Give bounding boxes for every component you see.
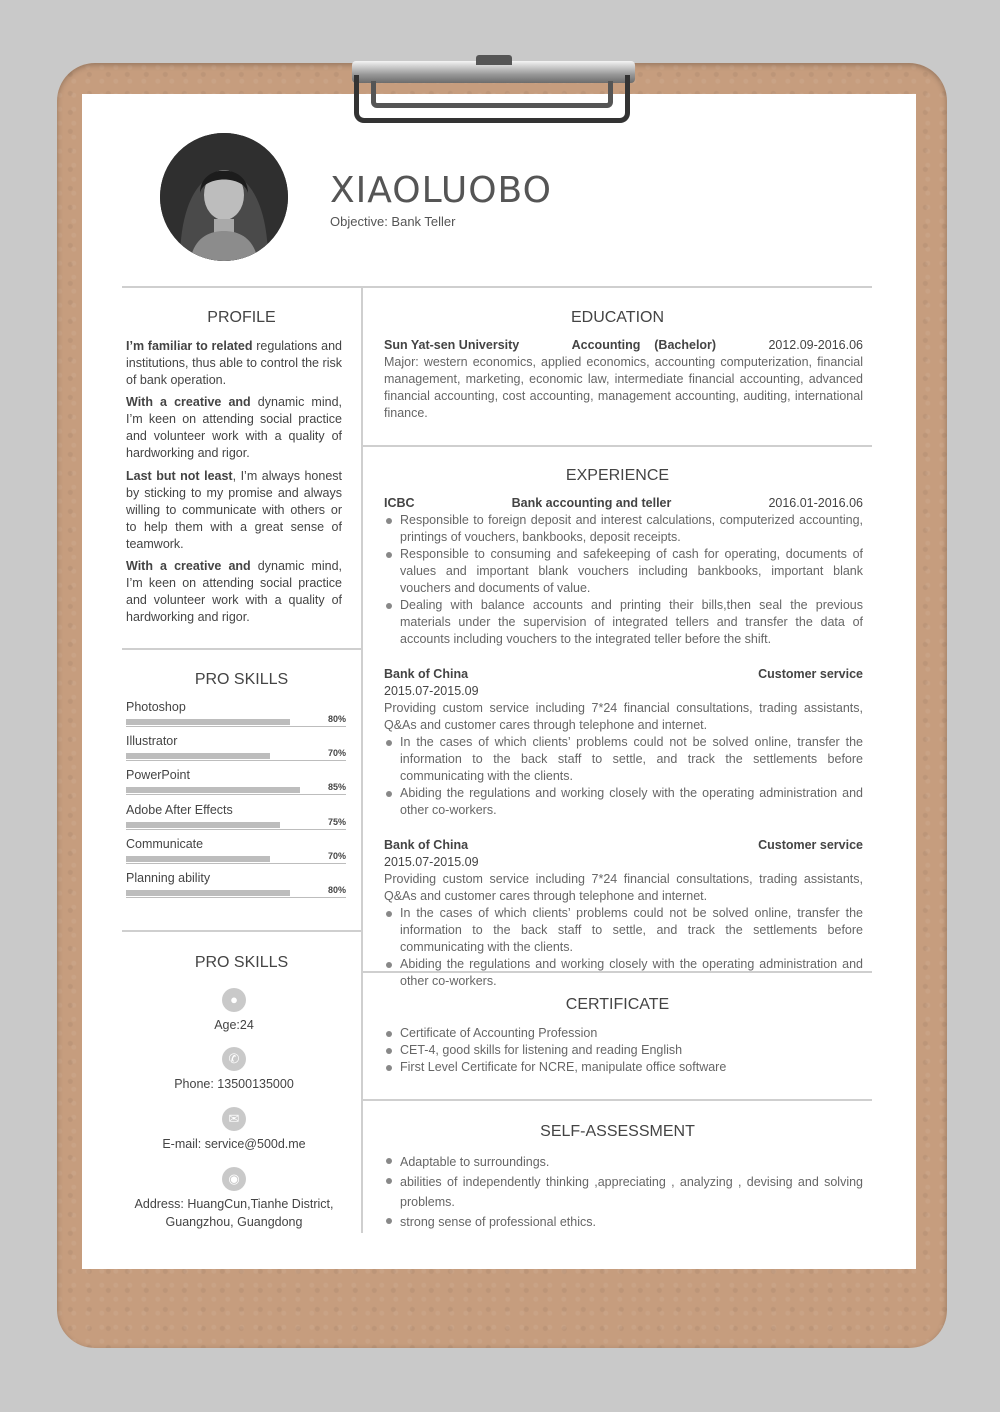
company: ICBC xyxy=(384,496,415,510)
skill-percent: 85% xyxy=(327,782,346,793)
company: Bank of China xyxy=(384,838,469,852)
person-icon: ● xyxy=(222,988,246,1012)
job-intro: Providing custom service including 7*24 financial consultations, trading assistants, Q&As and customer cares through telephone and internet. xyxy=(384,872,863,903)
list-item: Responsible to consuming and safekeeping of cash for operating, documents of values and important blank vouchers including bankbooks, important blank vouchers and documents of value. xyxy=(384,546,863,597)
skill-bar xyxy=(126,822,280,828)
experience-title: EXPERIENCE xyxy=(565,467,670,484)
phone-icon: ✆ xyxy=(222,1047,246,1071)
list-item: In the cases of which clients’ problems could not be solved online, transfer the information to the back staff to settle, and track the settlements before communicating with the clients. xyxy=(384,734,863,785)
skill-item xyxy=(126,802,346,827)
age-text: Age:24 xyxy=(214,1018,254,1032)
list-item: Abiding the regulations and working closely with the operating administration and other co-workers. xyxy=(384,785,863,819)
job-dates: 2016.01-2016.06 xyxy=(768,496,863,510)
avatar xyxy=(160,133,288,261)
job-intro: Providing custom service including 7*24 financial consultations, trading assistants, Q&As and customer cares through telephone and internet. xyxy=(384,701,863,732)
job-entry xyxy=(384,495,863,648)
education-entry xyxy=(384,337,863,422)
list-item: strong sense of professional ethics. xyxy=(384,1212,863,1232)
profile-divider xyxy=(122,648,361,650)
phone-text: Phone: 13500135000 xyxy=(174,1077,294,1091)
list-item: abilities of independently thinking ,appreciating , analyzing , devising and solving problems. xyxy=(384,1172,863,1212)
list-item: Certificate of Accounting Profession xyxy=(384,1025,863,1042)
contact-title: PRO SKILLS xyxy=(194,954,289,971)
skill-bar xyxy=(126,719,290,725)
education-dates: 2012.09-2016.06 xyxy=(768,338,863,352)
column-divider xyxy=(361,288,363,1233)
skill-track xyxy=(126,829,346,830)
job-entry xyxy=(384,666,863,819)
role: Bank accounting and teller xyxy=(511,496,672,510)
list-item: CET-4, good skills for listening and reading English xyxy=(384,1042,863,1059)
education-title: EDUCATION xyxy=(570,309,665,326)
skill-bar xyxy=(126,787,300,793)
profile-paragraph: With a creative and dynamic mind, I’m keen on attending social practice and volunteer work with a quality of hardworking and rigor. xyxy=(126,559,342,624)
email-item xyxy=(124,1107,344,1153)
address-line-1: Address: HuangCun,Tianhe District, xyxy=(134,1197,334,1211)
skill-item xyxy=(126,836,346,861)
job-dates: 2015.07-2015.09 xyxy=(384,684,479,698)
skill-percent: 80% xyxy=(327,885,346,895)
candidate-name: XIAOLUOBO xyxy=(330,170,552,211)
skill-percent: 75% xyxy=(327,816,346,827)
skill-track xyxy=(126,760,346,761)
role: Customer service xyxy=(758,838,863,852)
email-text: E-mail: service@500d.me xyxy=(162,1137,306,1151)
list-item: Adaptable to surroundings. xyxy=(384,1152,863,1172)
profile-title: PROFILE xyxy=(207,309,276,326)
location-icon: ◉ xyxy=(222,1167,246,1191)
assessment-list xyxy=(384,1152,863,1232)
skill-item xyxy=(126,768,346,793)
skill-name: Photoshop xyxy=(126,700,186,714)
phone-item xyxy=(124,1047,344,1093)
school: Sun Yat-sen University xyxy=(384,338,520,352)
objective: Objective: Bank Teller xyxy=(330,214,456,229)
list-item: In the cases of which clients’ problems could not be solved online, transfer the information to the back staff to settle, and track the settlements before communicating with the clients. xyxy=(384,905,863,956)
address-item xyxy=(124,1167,344,1231)
list-item: Abiding the regulations and working closely with the operating administration and other co-workers. xyxy=(384,956,863,990)
degree: Accounting (Bachelor) xyxy=(571,338,717,352)
skills-title: PRO SKILLS xyxy=(194,671,289,688)
certificate-divider xyxy=(363,1099,872,1101)
skill-bar xyxy=(126,753,270,759)
assessment-title: SELF-ASSESSMENT xyxy=(540,1123,695,1140)
company: Bank of China xyxy=(384,667,469,681)
list-item: First Level Certificate for NCRE, manipulate office software xyxy=(384,1059,863,1076)
skill-track xyxy=(126,794,346,795)
certificate-list xyxy=(384,1025,863,1076)
skill-name: Communicate xyxy=(126,836,204,851)
profile-paragraph: I’m familiar to related regulations and institutions, thus able to control the risk of bank operation. xyxy=(126,339,343,387)
skills-divider xyxy=(122,930,361,932)
age-item xyxy=(124,988,344,1034)
skill-name: PowerPoint xyxy=(126,768,190,783)
skill-item xyxy=(126,871,346,895)
job-dates: 2015.07-2015.09 xyxy=(384,855,479,869)
skill-track xyxy=(126,726,346,727)
profile-paragraph: Last but not least, I’m always honest by sticking to my promise and always willing to communicate with others or to help them with a great sense of teamwork. xyxy=(126,469,342,551)
skill-track xyxy=(126,897,346,898)
skill-item xyxy=(126,734,346,759)
major: Major: western economics, applied economics, accounting computerization, financial management, marketing, economic law, intermediate financial accounting, advanced financial accounting, cost accounting, management accounting, auditing, international finance. xyxy=(384,355,863,420)
skill-percent: 80% xyxy=(327,714,346,724)
skill-bar xyxy=(126,856,270,862)
skill-name: Planning ability xyxy=(126,871,211,885)
skill-item xyxy=(126,700,346,724)
skill-name: Adobe After Effects xyxy=(126,802,233,817)
skill-track xyxy=(126,863,346,864)
address-line-2: Guangzhou, Guangdong xyxy=(165,1215,303,1229)
skill-percent: 70% xyxy=(327,850,346,861)
skill-name: Illustrator xyxy=(126,734,178,749)
job-entry xyxy=(384,837,863,990)
header-divider xyxy=(122,286,872,288)
clipboard-clip xyxy=(352,55,635,130)
profile-paragraph: With a creative and dynamic mind, I’m keen on attending social practice and volunteer work with a quality of hardworking and rigor. xyxy=(126,395,342,460)
list-item: Responsible to foreign deposit and interest calculations, computerized accounting, printings of vouchers, bankbooks, deposit receipts. xyxy=(384,512,863,546)
mail-icon: ✉ xyxy=(222,1107,246,1131)
education-divider xyxy=(363,445,872,447)
skill-percent: 70% xyxy=(327,748,346,759)
list-item: Dealing with balance accounts and printing their bills,then seal the previous materials under the supervision of integrated tellers and transfer the data of accounts including vouchers to the integrated teller before the shift. xyxy=(384,597,863,648)
certificate-title: CERTIFICATE xyxy=(565,996,670,1013)
skill-bar xyxy=(126,890,290,896)
role: Customer service xyxy=(758,667,863,681)
